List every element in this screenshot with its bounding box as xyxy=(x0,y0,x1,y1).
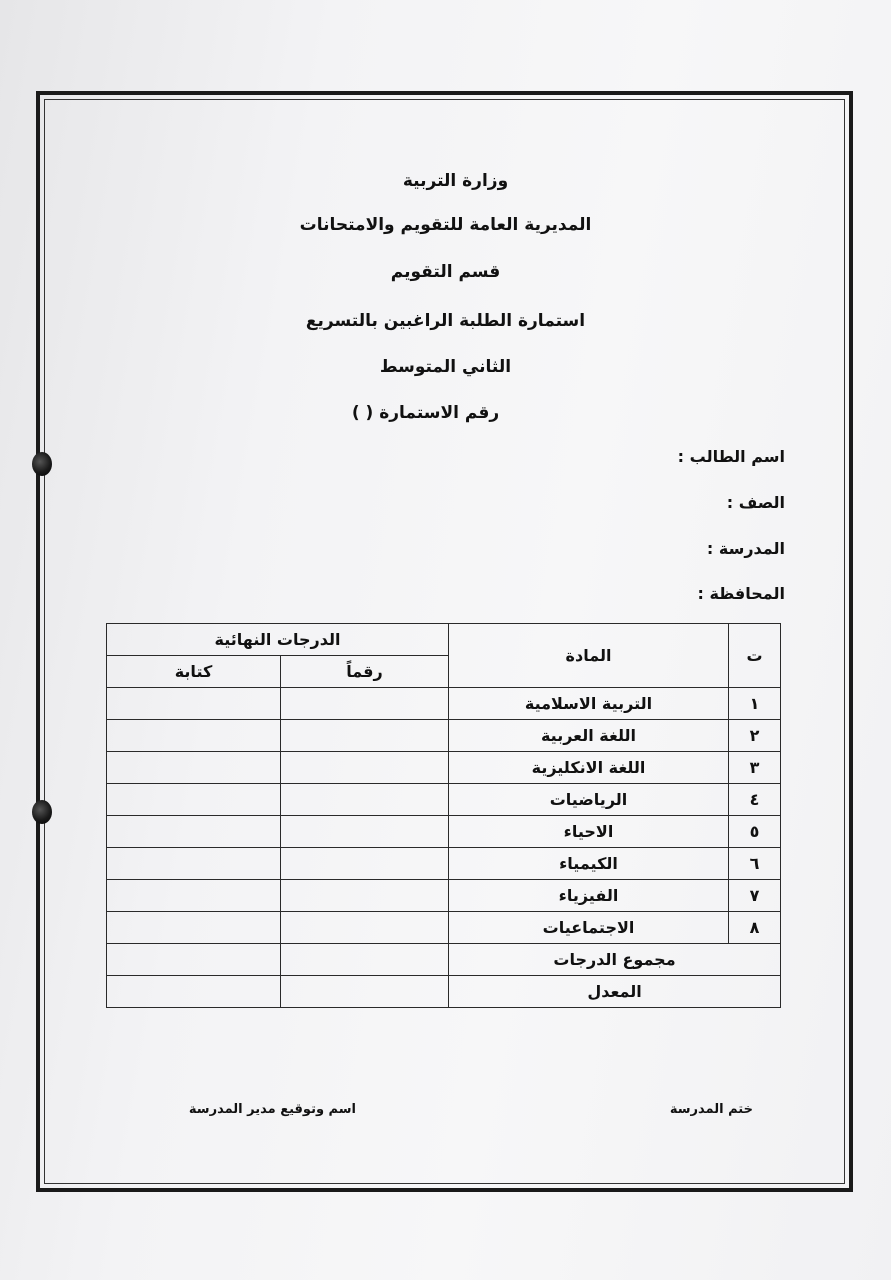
written-grade-cell[interactable] xyxy=(107,752,281,784)
average-label: المعدل xyxy=(449,976,781,1008)
average-written-cell[interactable] xyxy=(107,976,281,1008)
directorate-title: المديرية العامة للتقويم والامتحانات xyxy=(299,215,592,235)
numeric-grade-cell[interactable] xyxy=(281,752,449,784)
written-grade-cell[interactable] xyxy=(107,880,281,912)
total-numeric-cell[interactable] xyxy=(281,944,449,976)
department-title: قسم التقويم xyxy=(390,262,501,282)
grade-level: الثاني المتوسط xyxy=(379,357,512,377)
row-index: ٥ xyxy=(729,816,781,848)
row-index: ٦ xyxy=(729,848,781,880)
numeric-grade-cell[interactable] xyxy=(281,848,449,880)
numeric-grade-cell[interactable] xyxy=(281,688,449,720)
average-row xyxy=(107,976,781,1008)
table-row xyxy=(107,688,781,720)
table-row xyxy=(107,784,781,816)
row-subject: الاحياء xyxy=(449,816,729,848)
student-name-field: اسم الطالب : xyxy=(677,447,785,466)
row-index: ٧ xyxy=(729,880,781,912)
header-index: ت xyxy=(729,624,781,688)
numeric-grade-cell[interactable] xyxy=(281,816,449,848)
total-row xyxy=(107,944,781,976)
row-index: ٤ xyxy=(729,784,781,816)
principal-signature-label: اسم وتوقيع مدير المدرسة xyxy=(188,1102,356,1117)
form-number: رقم الاستمارة ( ) xyxy=(351,403,500,423)
row-subject: الاجتماعيات xyxy=(449,912,729,944)
written-grade-cell[interactable] xyxy=(107,848,281,880)
table-row xyxy=(107,816,781,848)
class-field: الصف : xyxy=(726,493,785,512)
grades-table xyxy=(106,623,781,1008)
header-final-grades: الدرجات النهائية xyxy=(107,624,449,656)
row-subject: اللغة العربية xyxy=(449,720,729,752)
row-subject: الفيزياء xyxy=(449,880,729,912)
header-written: كتابة xyxy=(107,656,281,688)
governorate-field: المحافظة : xyxy=(697,584,785,603)
row-index: ٨ xyxy=(729,912,781,944)
table-row xyxy=(107,848,781,880)
row-subject: التربية الاسلامية xyxy=(449,688,729,720)
average-numeric-cell[interactable] xyxy=(281,976,449,1008)
row-subject: الكيمياء xyxy=(449,848,729,880)
total-written-cell[interactable] xyxy=(107,944,281,976)
table-row xyxy=(107,880,781,912)
table-row xyxy=(107,720,781,752)
total-label: مجموع الدرجات xyxy=(449,944,781,976)
school-stamp-label: ختم المدرسة xyxy=(669,1102,753,1117)
punch-hole-bottom xyxy=(32,800,52,824)
numeric-grade-cell[interactable] xyxy=(281,880,449,912)
numeric-grade-cell[interactable] xyxy=(281,784,449,816)
written-grade-cell[interactable] xyxy=(107,784,281,816)
numeric-grade-cell[interactable] xyxy=(281,720,449,752)
written-grade-cell[interactable] xyxy=(107,720,281,752)
row-index: ١ xyxy=(729,688,781,720)
row-subject: الرياضيات xyxy=(449,784,729,816)
header-numeric: رقماً xyxy=(281,656,449,688)
written-grade-cell[interactable] xyxy=(107,816,281,848)
ministry-title: وزارة التربية xyxy=(402,171,509,191)
table-row xyxy=(107,912,781,944)
form-title: استمارة الطلبة الراغبين بالتسريع xyxy=(305,311,586,331)
row-subject: اللغة الانكليزية xyxy=(449,752,729,784)
row-index: ٢ xyxy=(729,720,781,752)
written-grade-cell[interactable] xyxy=(107,688,281,720)
punch-hole-top xyxy=(32,452,52,476)
numeric-grade-cell[interactable] xyxy=(281,912,449,944)
row-index: ٣ xyxy=(729,752,781,784)
school-field: المدرسة : xyxy=(706,539,785,558)
header-subject: المادة xyxy=(449,624,729,688)
table-row xyxy=(107,752,781,784)
written-grade-cell[interactable] xyxy=(107,912,281,944)
